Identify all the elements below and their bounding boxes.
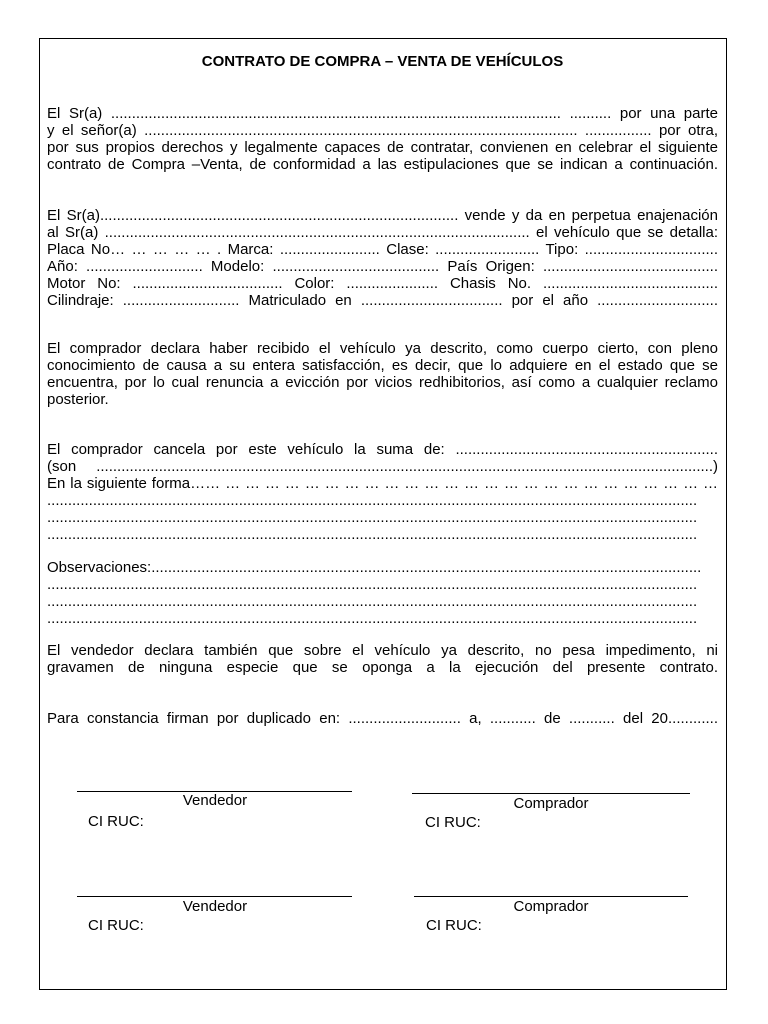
seller-id-label: CI RUC: — [88, 813, 144, 830]
contract-title: CONTRATO DE COMPRA – VENTA DE VEHÍCULOS — [201, 53, 564, 70]
seller-label-2: Vendedor — [182, 898, 248, 915]
payment-line-2: (son ....................................................................................................................................................) — [47, 458, 718, 475]
payment-line-6: ............................................................................................................................................................ — [47, 526, 698, 543]
payment-line-1: El comprador cancela por este vehículo la suma de: ............................................................... — [47, 441, 718, 458]
declaration-line-2: conocimiento de causa a su entera satisfacción, es decir, que lo adquiere en el estado que se — [47, 357, 718, 374]
seller-label: Vendedor — [182, 792, 248, 809]
observations-line-2: ............................................................................................................................................................ — [47, 576, 698, 593]
parties-line-3: por sus propios derechos y legalmente capaces de contratar, convienen en celebrar el siguiente — [47, 139, 718, 156]
vehicle-line-5: Motor No: .................................... Color: ...................... Chasis No. .......................................... — [47, 275, 718, 292]
declaration-line-1: El comprador declara haber recibido el vehículo ya descrito, como cuerpo cierto, con pleno — [47, 340, 718, 357]
observations-line-3: ............................................................................................................................................................ — [47, 593, 698, 610]
payment-line-4: ............................................................................................................................................................ — [47, 492, 698, 509]
declaration-line-3: encuentra, por lo cual renuncia a evicción por vicios redhibitorios, así como a cualquier reclamo — [47, 374, 718, 391]
declaration-line-4: posterior. — [47, 391, 109, 408]
buyer-signature-line — [412, 793, 690, 794]
parties-line-2: y el señor(a) ........................................................................................................ ................ por otra, — [47, 122, 718, 139]
observations-line-4: ............................................................................................................................................................ — [47, 610, 698, 627]
buyer-label-2: Comprador — [513, 898, 589, 915]
payment-line-3: En la siguiente forma…… … … … … … … … … … … … … … … … … … … … … … … … … … — [47, 475, 718, 492]
vehicle-line-4: Año: ............................ Modelo: ........................................ País Origen: .......................................... — [47, 258, 718, 275]
vehicle-line-1: El Sr(a)...................................................................................... vende y da en perpetua enajenación — [47, 207, 718, 224]
buyer-id-label: CI RUC: — [425, 814, 481, 831]
encumbrance-line-2: gravamen de ninguna especie que se oponga a la ejecución del presente contrato. — [47, 659, 718, 676]
buyer-id-label-2: CI RUC: — [426, 917, 482, 934]
vehicle-line-6: Cilindraje: ............................ Matriculado en .................................. por el año ............................. — [47, 292, 718, 309]
seller-signature-line-2 — [77, 896, 352, 897]
signing-line: Para constancia firman por duplicado en: ........................... a, ........... de ........... del 20............ — [47, 710, 718, 727]
parties-line-1: El Sr(a) ............................................................................................................ .......... por una parte — [47, 105, 718, 122]
vehicle-line-3: Placa No… … … … … . Marca: ........................ Clase: ......................... Tipo: ................................ — [47, 241, 718, 258]
vehicle-line-2: al Sr(a) ...................................................................................................... el vehículo que se detalla: — [47, 224, 718, 241]
payment-line-5: ............................................................................................................................................................ — [47, 509, 698, 526]
seller-id-label-2: CI RUC: — [88, 917, 144, 934]
observations-line-1: Observaciones:.................................................................................................................................... — [47, 559, 702, 576]
buyer-signature-line-2 — [414, 896, 688, 897]
encumbrance-line-1: El vendedor declara también que sobre el vehículo ya descrito, no pesa impedimento, ni — [47, 642, 718, 659]
parties-line-4: contrato de Compra –Venta, de conformidad a las estipulaciones que se indican a continuación. — [47, 156, 718, 173]
buyer-label: Comprador — [513, 795, 589, 812]
